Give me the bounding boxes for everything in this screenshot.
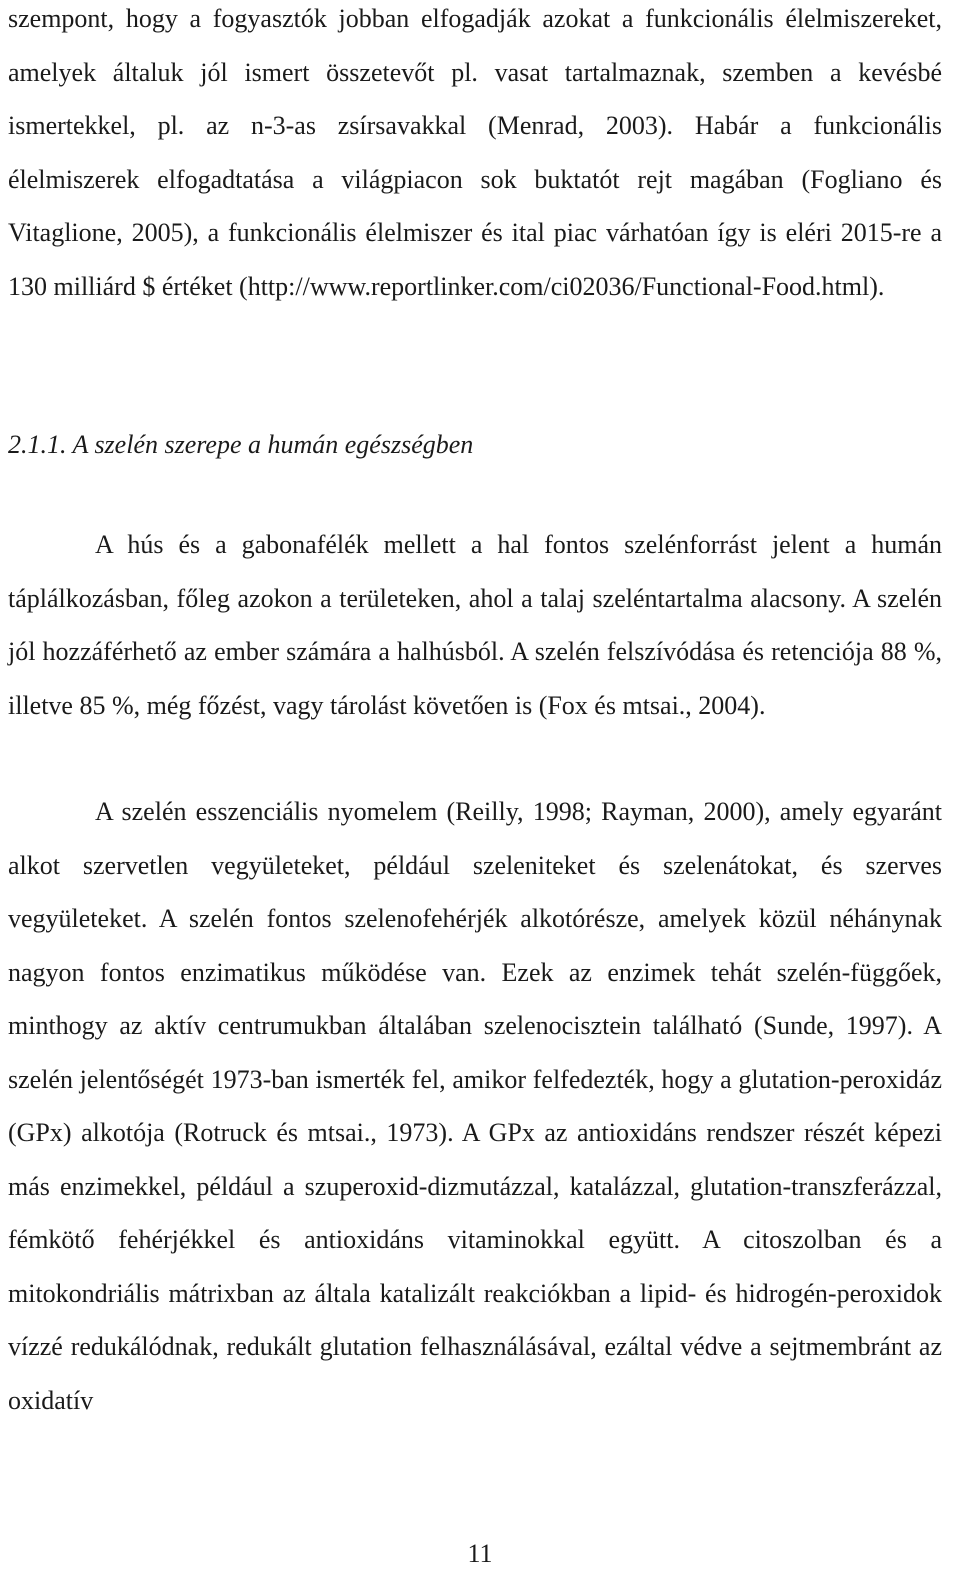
section-heading: 2.1.1. A szelén szerepe a humán egészségben [8,430,474,459]
page-number: 11 [467,1539,493,1568]
paragraph-continued: szempont, hogy a fogyasztók jobban elfogadják azokat a funkcionális élelmiszereket, amelyek általuk jól ismert összetevőt pl. vasat tartalmaznak, szemben a kevésbé ismertekkel, pl. az n-3-as zsírsavakkal (Menrad, 2003). Habár a funkcionális élelmiszerek elfogadtatása a világpiacon sok buktatót rejt magában (Fogliano és Vitaglione, 2005), a funkcionális élelmiszer és ital piac várhatóan így is eléri 2015-re a 130 milliárd $ értéket (http://www.reportlinker.com/ci02036/Functional-Food.html). [8,4,942,301]
paragraph-selenium-essential: A szelén esszenciális nyomelem (Reilly, 1998; Rayman, 2000), amely egyaránt alkot szervetlen vegyületeket, például szeleniteket és szelenátokat, és szerves vegyületeket. A szelén fontos szelenofehérjék alkotórésze, amelyek közül néhánynak nagyon fontos enzimatikus működése van. Ezek az enzimek tehát szelén-függőek, minthogy az aktív centrumukban általában szelenocisztein található (Sunde, 1997). A szelén jelentőségét 1973-ban ismerték fel, amikor felfedezték, hogy a glutation-peroxidáz (GPx) alkotója (Rotruck és mtsai., 1973). A GPx az antioxidáns rendszer részét képezi más enzimekkel, például a szuperoxid-dizmutázzal, katalázzal, glutation-transzferázzal, fémkötő fehérjékkel és antioxidáns vitaminokkal együtt. A citoszolban és a mitokondriális mátrixban az általa katalizált reakciókban a lipid- és hidrogén-peroxidok vízzé redukálódnak, redukált glutation felhasználásával, ezáltal védve a sejtmembránt az oxidatív [8,797,942,1415]
paragraph-selenium-sources: A hús és a gabonafélék mellett a hal fontos szelénforrást jelent a humán táplálkozásban, főleg azokon a területeken, ahol a talaj szeléntartalma alacsony. A szelén jól hozzáférhető az ember számára a halhúsból. A szelén felszívódása és retenciója 88 %, illetve 85 %, még főzést, vagy tárolást követően is (Fox és mtsai., 2004). [8,530,942,720]
